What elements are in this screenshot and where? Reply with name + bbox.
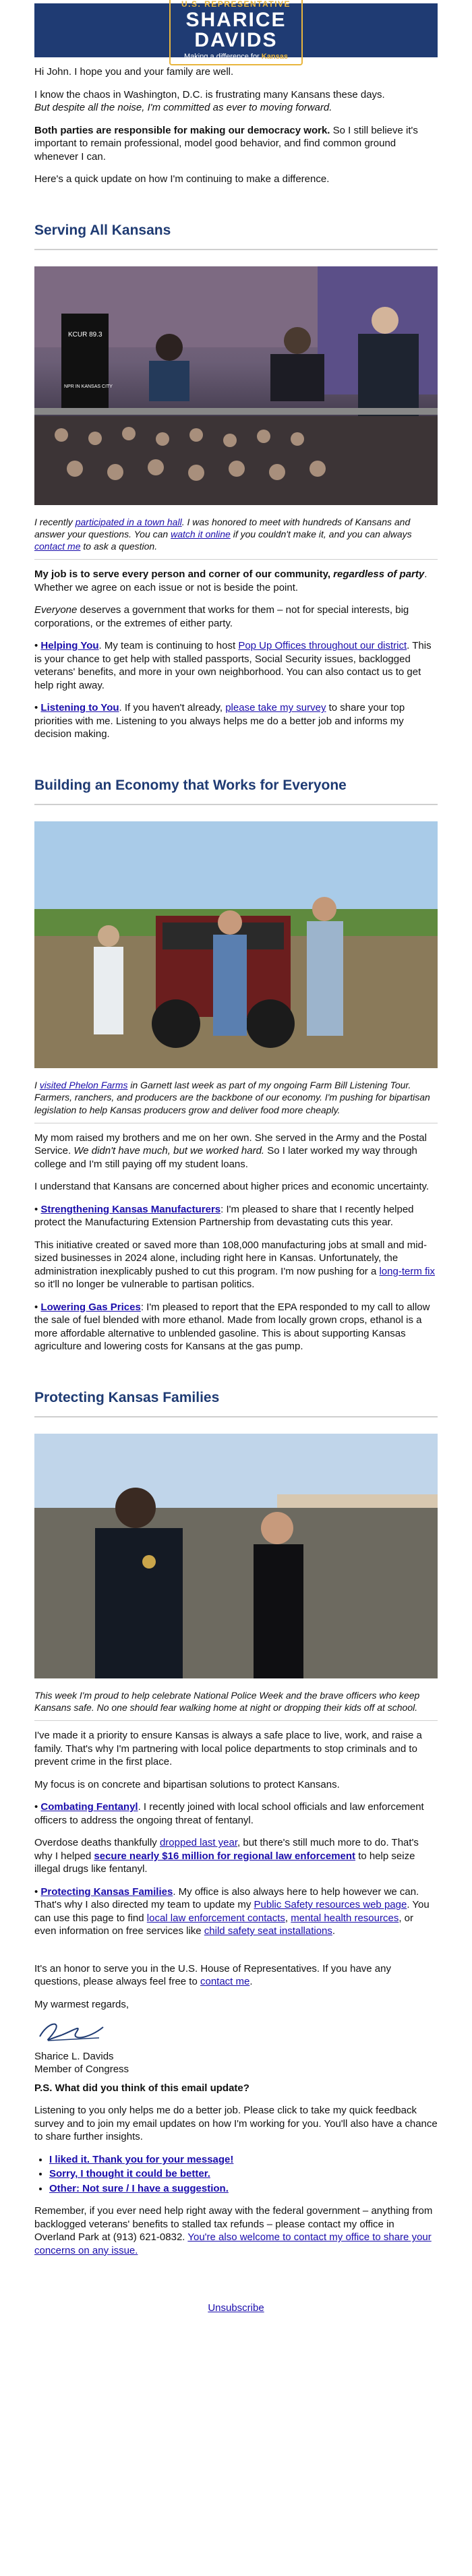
greeting: Hi John. I hope you and your family are well.: [34, 66, 234, 78]
law-enforcement-funding-link[interactable]: secure nearly $16 million for regional law enforcement: [94, 1850, 356, 1862]
helping-you-link[interactable]: Helping You: [40, 640, 99, 652]
mental-health-link[interactable]: mental health resources: [291, 1912, 399, 1924]
intro-paragraph-3: Here's a quick update on how I'm continuing to make a difference.: [34, 173, 330, 185]
families-paragraph-2: My focus is on concrete and bipartisan solutions to protect Kansans.: [34, 1778, 340, 1790]
regards: My warmest regards,: [34, 1998, 129, 2010]
law-enforcement-contacts-link[interactable]: local law enforcement contacts: [146, 1912, 285, 1924]
signer-role: Member of Congress: [34, 2063, 129, 2076]
signer-name: Sharice L. Davids: [34, 2050, 114, 2062]
contact-me-link[interactable]: contact me: [34, 541, 81, 552]
families-paragraph-1: I've made it a priority to ensure Kansas is always a safe place to live, work, and raise a family. That's why I'm partnering with local police departments to stop criminals and to prevent crime in the first place.: [34, 1730, 422, 1768]
gas-prices-bullet: • Lowering Gas Prices: I'm pleased to report that the EPA responded to my call to allow the sale of fuel blended with more ethanol. Made from locally grown crops, ethanol is a more affordable alternative to unblended gasoline. This is about supporting Kansas agriculture and lowering costs for Kansans at the gas pump.: [34, 1301, 430, 1353]
fentanyl-link[interactable]: Combating Fentanyl: [40, 1801, 138, 1813]
protecting-families-link[interactable]: Protecting Kansas Families: [40, 1885, 173, 1898]
manufacturers-bullet: • Strengthening Kansas Manufacturers: I'm pleased to share that I recently helped protect the Manufacturing Extension Partnership from devastating cuts this year.: [34, 1203, 414, 1229]
serving-paragraph-1: My job is to serve every person and corner of our community, regardless of party. Whether we agree on each issue or not is beside the point.: [34, 568, 427, 593]
intro-paragraph-2: Both parties are responsible for making our democracy work. So I still believe it's important to remain professional, model good behavior, and find common ground whenever I can.: [34, 124, 418, 163]
feedback-item: [49, 2153, 438, 2167]
serving-paragraph-2: Everyone deserves a government that works for them – not for special interests, big corporations, or the extremes of either party.: [34, 604, 409, 629]
economy-paragraph-2: I understand that Kansans are concerned about higher prices and economic uncertainty.: [34, 1181, 430, 1193]
farm-caption: I visited Phelon Farms in Garnett last week as part of my ongoing Farm Bill Listening Tour. Farmers, ranchers, and producers are the backbone of our economy. I'm pushing for bipartisan legislation to help Kansas producers grow and deliver food more cheaply.: [34, 1079, 438, 1123]
kcur-sign-text: KCUR 89.3: [68, 330, 102, 339]
email-body: [34, 0, 438, 2329]
logo-line3: DAVIDS: [194, 28, 278, 51]
pop-up-offices-link[interactable]: Pop Up Offices throughout our district: [238, 640, 407, 652]
protecting-families-bullet: • Protecting Kansas Families. My office is also always here to help however we can. That's why I also directed my team to update my Public Safety resources web page. You can use this page to find local law enforcement contacts, mental health resources, or even information on free services like child safety seat installations.: [34, 1885, 430, 1937]
closing-contact-link[interactable]: contact me: [200, 1976, 250, 1988]
feedback-list: [49, 2153, 438, 2196]
dropped-last-year-link[interactable]: dropped last year: [159, 1837, 238, 1849]
farm-visit-photo: [34, 821, 438, 1068]
section-heading-serving: Serving All Kansans: [34, 196, 438, 250]
logo-tagline: Making a difference for Kansas: [184, 52, 288, 61]
helping-you-bullet: • Helping You. My team is continuing to host Pop Up Offices throughout our district. This is your chance to get help with stalled passports, Social Security issues, backlogged veterans' benefits, and more in your own neighborhood. You can also contact us to get help right away.: [34, 640, 432, 691]
town-hall-photo: [34, 266, 438, 505]
ps-paragraph: Listening to you only helps me do a better job. Please click to take my quick feedback survey and to join my email updates on how I'm working for you. You'll also have a chance to share further insights.: [34, 2105, 438, 2143]
watch-online-link[interactable]: watch it online: [171, 528, 231, 539]
unsubscribe-container: [34, 2266, 438, 2329]
header-banner: [34, 0, 438, 61]
economy-paragraph-3: This initiative created or saved more than 108,000 manufacturing jobs at small and mid-sized businesses in 2024 alone, including right here in Kansas. Unfortunately, the administration inexplicably pushed to cut this program. I'm now pushing for a long-term fix so it'll no longer be vulnerable to partisan politics.: [34, 1239, 435, 1291]
listening-bullet: • Listening to You. If you haven't already, please take my survey to share your top priorities with me. Listening to you always helps me do a better job and informs my decision making.: [34, 702, 405, 740]
listening-link[interactable]: Listening to You: [40, 702, 119, 714]
intro-paragraph-1: I know the chaos in Washington, D.C. is frustrating many Kansans these days. But despite all the noise, I'm committed as ever to moving forward.: [34, 88, 385, 113]
feedback-better-link[interactable]: Sorry, I thought it could be better.: [49, 2168, 210, 2180]
signature-image: [34, 2015, 109, 2046]
feedback-item: [49, 2182, 438, 2196]
closing-paragraph: It's an honor to serve you in the U.S. House of Representatives. If you have any questions, please always feel free to contact me.: [34, 1962, 391, 1988]
feedback-other-link[interactable]: Other: Not sure / I have a suggestion.: [49, 2182, 229, 2194]
gas-prices-link[interactable]: Lowering Gas Prices: [40, 1301, 141, 1313]
logo: [169, 0, 303, 65]
town-hall-link[interactable]: participated in a town hall: [75, 516, 182, 527]
section-heading-economy: Building an Economy that Works for Everyone: [34, 751, 438, 805]
final-paragraph: Remember, if you ever need help right away with the federal government – anything from backlogged veterans' benefits to stalled tax refunds – please contact my office in Overland Park at (913) 621-0832. You're also welcome to contact my office to share your concerns on any issue.: [34, 2205, 433, 2256]
economy-paragraph-1: My mom raised my brothers and me on her own. She served in the Army and the Postal Service. We didn't have much, but we worked hard. So I later worked my way through college and I'm still paying off my student loans.: [34, 1132, 427, 1170]
phelon-farms-link[interactable]: visited Phelon Farms: [39, 1080, 128, 1091]
feedback-item: [49, 2167, 438, 2181]
survey-link[interactable]: please take my survey: [225, 702, 326, 714]
long-term-fix-link[interactable]: long-term fix: [379, 1265, 435, 1277]
section-heading-families: Protecting Kansas Families: [34, 1363, 438, 1417]
child-seat-link[interactable]: child safety seat installations: [204, 1925, 332, 1937]
manufacturers-link[interactable]: Strengthening Kansas Manufacturers: [40, 1203, 221, 1215]
logo-line2: SHARICE: [185, 8, 287, 31]
logo-line1: U.S. REPRESENTATIVE: [181, 0, 291, 9]
town-hall-caption: I recently participated in a town hall. I was honored to meet with hundreds of Kansans and answer your questions. You can watch it online if you couldn't make it, and you can always contact me to ask a question.: [34, 516, 438, 560]
final-contact-link[interactable]: You're also welcome to contact my office to share your concerns on any issue.: [34, 2231, 432, 2256]
public-safety-page-link[interactable]: Public Safety resources web page: [254, 1899, 407, 1911]
unsubscribe-link[interactable]: Unsubscribe: [208, 2302, 264, 2314]
families-paragraph-3: Overdose deaths thankfully dropped last year, but there's still much more to do. That's why I helped secure nearly $16 million for regional law enforcement to help seize illegal drugs like fentanyl.: [34, 1837, 419, 1875]
feedback-liked-link[interactable]: I liked it. Thank you for your message!: [49, 2153, 234, 2165]
kcur-sign-subtext: NPR IN KANSAS CITY: [64, 384, 113, 389]
ps-heading: P.S. What did you think of this email update?: [34, 2082, 249, 2094]
police-caption: This week I'm proud to help celebrate National Police Week and the brave officers who keep Kansans safe. No one should fear walking home at night or dropping their kids off at school.: [34, 1689, 438, 1721]
police-week-photo: [34, 1434, 438, 1678]
fentanyl-bullet: • Combating Fentanyl. I recently joined with local school officials and law enforcement officers to address the ongoing threat of fentanyl.: [34, 1801, 424, 1826]
